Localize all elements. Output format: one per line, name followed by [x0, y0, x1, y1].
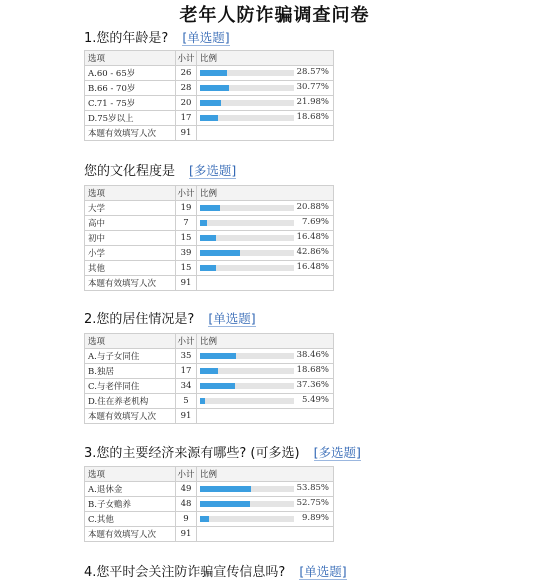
option-ratio [197, 201, 334, 216]
ratio-bar-track [200, 383, 294, 389]
total-row [85, 527, 334, 542]
ratio-bar-fill [200, 398, 205, 404]
question-1-title: 1.您的年龄是? [84, 31, 169, 46]
ratio-percent: 16.48% [296, 262, 329, 272]
option-label: C.其他 [85, 512, 176, 527]
option-count: 5 [176, 394, 197, 409]
ratio-bar-track [200, 265, 294, 271]
total-row [85, 276, 334, 291]
ratio-bar-fill [200, 516, 209, 522]
total-empty [197, 126, 334, 141]
option-count: 48 [176, 497, 197, 512]
question-4-header [84, 442, 361, 461]
ratio-bar-fill [200, 368, 218, 374]
option-label: C.71 - 75岁 [85, 96, 176, 111]
table-row [85, 201, 334, 216]
ratio-percent: 18.68% [296, 365, 329, 375]
question-5-title: 4.您平时会关注防诈骗宣传信息吗? [84, 565, 286, 580]
table-header-row [85, 186, 334, 201]
header-count: 小计 [176, 467, 197, 482]
header-option: 选项 [85, 467, 176, 482]
question-5-header [84, 561, 347, 580]
ratio-bar-track [200, 501, 294, 507]
table-header-row [85, 334, 334, 349]
total-label: 本题有效填写人次 [85, 126, 176, 141]
option-label: A.60 - 65岁 [85, 66, 176, 81]
ratio-percent: 52.75% [296, 498, 329, 508]
question-2-table [84, 185, 334, 291]
question-3-title: 2.您的居住情况是? [84, 312, 195, 327]
total-empty [197, 527, 334, 542]
option-ratio [197, 111, 334, 126]
question-1-type-link[interactable]: [单选题] [182, 30, 230, 45]
total-count: 91 [176, 276, 197, 291]
total-count: 91 [176, 527, 197, 542]
option-count: 34 [176, 379, 197, 394]
option-ratio [197, 482, 334, 497]
ratio-bar-track [200, 205, 294, 211]
option-count: 17 [176, 364, 197, 379]
option-ratio [197, 66, 334, 81]
option-count: 20 [176, 96, 197, 111]
ratio-bar-track [200, 516, 294, 522]
ratio-percent: 53.85% [296, 483, 329, 493]
total-label: 本题有效填写人次 [85, 527, 176, 542]
total-label: 本题有效填写人次 [85, 276, 176, 291]
table-row [85, 261, 334, 276]
question-3-type-link[interactable]: [单选题] [208, 311, 256, 326]
ratio-percent: 20.88% [296, 202, 329, 212]
ratio-bar-track [200, 398, 294, 404]
option-ratio [197, 364, 334, 379]
ratio-percent: 37.36% [296, 380, 329, 390]
ratio-bar-track [200, 85, 294, 91]
option-count: 17 [176, 111, 197, 126]
question-1-table [84, 50, 334, 141]
table-header-row [85, 51, 334, 66]
ratio-percent: 9.89% [301, 513, 329, 523]
table-row [85, 216, 334, 231]
header-option: 选项 [85, 334, 176, 349]
header-count: 小计 [176, 186, 197, 201]
ratio-bar-fill [200, 85, 229, 91]
header-ratio: 比例 [197, 51, 334, 66]
ratio-percent: 38.46% [296, 350, 329, 360]
header-option: 选项 [85, 186, 176, 201]
ratio-bar-track [200, 220, 294, 226]
ratio-bar-fill [200, 70, 227, 76]
question-4-table [84, 466, 334, 542]
option-count: 15 [176, 231, 197, 246]
option-count: 19 [176, 201, 197, 216]
header-count: 小计 [176, 334, 197, 349]
option-label: 大学 [85, 201, 176, 216]
table-row [85, 497, 334, 512]
ratio-bar-fill [200, 115, 218, 121]
question-2-title: 您的文化程度是 [84, 164, 176, 179]
table-row [85, 66, 334, 81]
total-empty [197, 276, 334, 291]
table-row [85, 231, 334, 246]
table-row [85, 482, 334, 497]
option-ratio [197, 349, 334, 364]
option-label: D.75岁以上 [85, 111, 176, 126]
header-ratio: 比例 [197, 467, 334, 482]
ratio-bar-fill [200, 265, 216, 271]
question-4-title: 3.您的主要经济来源有哪些? (可多选) [84, 446, 300, 461]
ratio-percent: 21.98% [296, 97, 329, 107]
option-count: 7 [176, 216, 197, 231]
option-ratio [197, 231, 334, 246]
ratio-bar-track [200, 100, 294, 106]
option-ratio [197, 216, 334, 231]
ratio-bar-fill [200, 383, 235, 389]
ratio-bar-track [200, 486, 294, 492]
question-4-type-link[interactable]: [多选题] [313, 445, 361, 460]
ratio-bar-fill [200, 250, 240, 256]
option-ratio [197, 261, 334, 276]
option-ratio [197, 394, 334, 409]
ratio-bar-fill [200, 353, 236, 359]
ratio-bar-track [200, 250, 294, 256]
option-ratio [197, 96, 334, 111]
table-row [85, 96, 334, 111]
ratio-bar-fill [200, 205, 220, 211]
ratio-bar-fill [200, 486, 251, 492]
total-empty [197, 409, 334, 424]
ratio-bar-fill [200, 501, 250, 507]
ratio-bar-track [200, 115, 294, 121]
option-label: B.66 - 70岁 [85, 81, 176, 96]
ratio-percent: 7.69% [301, 217, 329, 227]
option-count: 26 [176, 66, 197, 81]
option-label: 初中 [85, 231, 176, 246]
option-label: B.子女赡养 [85, 497, 176, 512]
option-label: 高中 [85, 216, 176, 231]
ratio-percent: 5.49% [301, 395, 329, 405]
option-count: 28 [176, 81, 197, 96]
total-row [85, 126, 334, 141]
option-ratio [197, 512, 334, 527]
option-ratio [197, 246, 334, 261]
ratio-bar-track [200, 70, 294, 76]
ratio-bar-fill [200, 220, 207, 226]
ratio-percent: 16.48% [296, 232, 329, 242]
option-count: 15 [176, 261, 197, 276]
question-3-header [84, 308, 256, 327]
option-count: 9 [176, 512, 197, 527]
option-count: 35 [176, 349, 197, 364]
table-row [85, 349, 334, 364]
option-label: A.与子女同住 [85, 349, 176, 364]
option-label: D.住在养老机构 [85, 394, 176, 409]
total-row [85, 409, 334, 424]
header-ratio: 比例 [197, 186, 334, 201]
table-row [85, 246, 334, 261]
option-label: A.退休金 [85, 482, 176, 497]
total-count: 91 [176, 126, 197, 141]
option-label: C.与老伴同住 [85, 379, 176, 394]
table-row [85, 364, 334, 379]
ratio-bar-track [200, 368, 294, 374]
ratio-percent: 18.68% [296, 112, 329, 122]
header-count: 小计 [176, 51, 197, 66]
table-row [85, 379, 334, 394]
ratio-percent: 42.86% [296, 247, 329, 257]
option-ratio [197, 497, 334, 512]
table-row [85, 81, 334, 96]
option-count: 49 [176, 482, 197, 497]
ratio-bar-track [200, 235, 294, 241]
question-3-table [84, 333, 334, 424]
header-option: 选项 [85, 51, 176, 66]
total-label: 本题有效填写人次 [85, 409, 176, 424]
ratio-percent: 30.77% [296, 82, 329, 92]
question-2-header [84, 160, 236, 179]
ratio-bar-fill [200, 235, 216, 241]
ratio-percent: 28.57% [296, 67, 329, 77]
total-count: 91 [176, 409, 197, 424]
option-ratio [197, 379, 334, 394]
option-label: 小学 [85, 246, 176, 261]
option-ratio [197, 81, 334, 96]
option-count: 39 [176, 246, 197, 261]
question-5-type-link[interactable]: [单选题] [299, 564, 347, 579]
option-label: B.独居 [85, 364, 176, 379]
table-row [85, 394, 334, 409]
option-label: 其他 [85, 261, 176, 276]
ratio-bar-fill [200, 100, 221, 106]
ratio-bar-track [200, 353, 294, 359]
header-ratio: 比例 [197, 334, 334, 349]
question-1-header [84, 27, 230, 46]
table-row [85, 111, 334, 126]
table-row [85, 512, 334, 527]
page-title: 老年人防诈骗调查问卷 [179, 5, 370, 26]
question-2-type-link[interactable]: [多选题] [189, 163, 237, 178]
table-header-row [85, 467, 334, 482]
